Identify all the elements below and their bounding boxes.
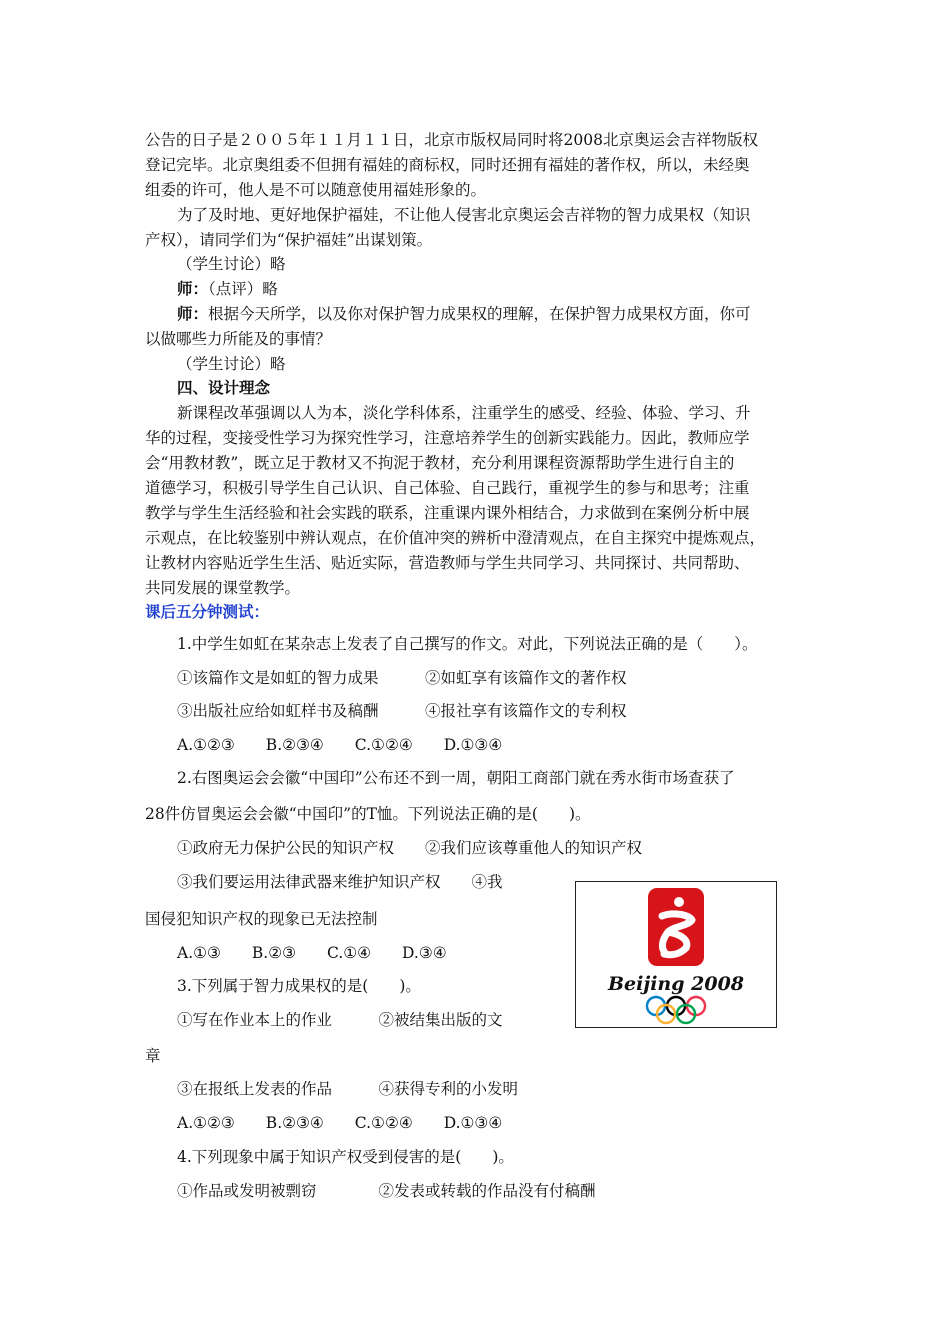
question-3-options-a-cont: 章	[145, 1047, 161, 1065]
teacher-text: 根据今天所学，以及你对保护智力成果权的理解，在保护智力成果权方面，你可	[208, 305, 751, 323]
teacher-label: 师：	[177, 279, 209, 298]
teacher-comment	[177, 277, 278, 301]
student-discussion: （学生讨论）略	[177, 255, 286, 273]
teacher-text: （点评）略	[208, 280, 278, 298]
paragraph-line: 教学与学生生活经验和社会实践的联系，注重课内课外相结合，力求做到在案例分析中展	[145, 504, 750, 522]
paragraph-line: 新课程改革强调以人为本，淡化学科体系，注重学生的感受、经验、体验、学习、升	[177, 404, 751, 422]
question-3-options-b: ③在报纸上发表的作品 ④获得专利的小发明	[177, 1080, 519, 1098]
question-1-answers: A.①②③ B.②③④ C.①②④ D.①③④	[177, 736, 503, 754]
question-2-options-a: ①政府无力保护公民的知识产权 ②我们应该尊重他人的知识产权	[177, 839, 643, 857]
question-3: 3.下列属于智力成果权的是( )。	[177, 977, 421, 995]
question-4: 4.下列现象中属于知识产权受到侵害的是( )。	[177, 1148, 514, 1166]
question-3-options-a: ①写在作业本上的作业 ②被结集出版的文	[177, 1011, 503, 1029]
question-1-options-b: ③出版社应给如虹样书及稿酬 ④报社享有该篇作文的专利权	[177, 702, 627, 720]
question-2-cont: 28件仿冒奥运会会徽“中国印”的T恤。下列说法正确的是( )。	[145, 805, 591, 823]
question-3-answers: A.①②③ B.②③④ C.①②④ D.①③④	[177, 1114, 503, 1132]
paragraph-line: 共同发展的课堂教学。	[145, 579, 301, 597]
emblem-graphic	[576, 882, 776, 1027]
paragraph-line: 登记完毕。北京奥组委不但拥有福娃的商标权，同时还拥有福娃的著作权，所以，未经奥	[145, 156, 750, 174]
question-1: 1.中学生如虹在某杂志上发表了自己撰写的作文。对此，下列说法正确的是（ ）。	[177, 635, 758, 653]
paragraph-line: 会“用教材教”，既立足于教材又不拘泥于教材，充分利用课程资源帮助学生进行自主的	[145, 454, 735, 472]
question-2-answers: A.①③ B.②③ C.①④ D.③④	[177, 944, 447, 962]
paragraph-line: 公告的日子是２００５年１１月１１日，北京市版权局同时将2008北京奥运会吉祥物版权	[145, 131, 758, 149]
question-4-options-a: ①作品或发明被剽窃 ②发表或转载的作品没有付稿酬	[177, 1182, 596, 1200]
question-2-options-b: ③我们要运用法律武器来维护知识产权 ④我	[177, 873, 503, 891]
paragraph-line: 道德学习，积极引导学生自己认识、自己体验、自己践行，重视学生的参与和思考；注重	[145, 479, 750, 497]
question-1-options-a: ①该篇作文是如虹的智力成果 ②如虹享有该篇作文的著作权	[177, 669, 627, 687]
olympic-rings-icon	[647, 997, 705, 1023]
logo-wordmark: Beijing 2008	[607, 973, 745, 995]
quiz-title: 课后五分钟测试：	[145, 602, 270, 621]
section-heading: 四、设计理念	[177, 378, 271, 397]
question-2-options-c: 国侵犯知识产权的现象已无法控制	[145, 910, 378, 928]
student-discussion: （学生讨论）略	[177, 355, 286, 373]
paragraph-line: 示观点，在比较鉴别中辨认观点，在价值冲突的辨析中澄清观点，在自主探究中提炼观点，	[145, 529, 766, 547]
question-2: 2.右图奥运会会徽“中国印”公布还不到一周，朝阳工商部门就在秀水街市场查获了	[177, 769, 735, 787]
teacher-label: 师：	[177, 304, 209, 323]
beijing-2008-emblem	[575, 881, 777, 1028]
paragraph-line: 组委的许可，他人是不可以随意使用福娃形象的。	[145, 181, 487, 199]
paragraph-line: 为了及时地、更好地保护福娃，不让他人侵害北京奥运会吉祥物的智力成果权（知识	[177, 206, 751, 224]
paragraph-line: 以做哪些力所能及的事情？	[145, 330, 332, 348]
paragraph-line: 华的过程，变接受性学习为探究性学习，注意培养学生的创新实践能力。因此，教师应学	[145, 429, 750, 447]
paragraph-line: 产权），请同学们为“保护福娃”出谋划策。	[145, 231, 433, 249]
paragraph-line: 让教材内容贴近学生生活、贴近实际，营造教师与学生共同学习、共同探讨、共同帮助、	[145, 554, 750, 572]
teacher-question	[177, 302, 751, 326]
